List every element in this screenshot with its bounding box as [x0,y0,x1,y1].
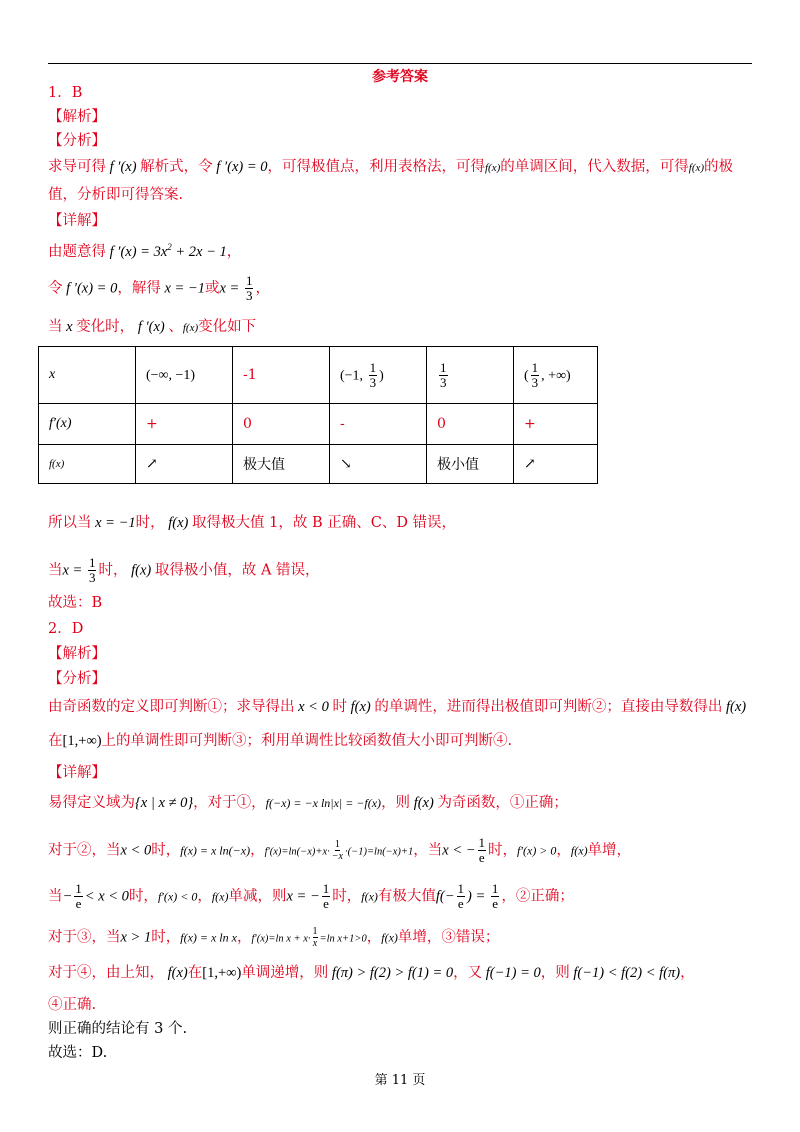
q1-detail-1: 由题意得 f $'(x) = 3x^2 + 2x - 1$， [48,242,242,260]
q2-detail-5: 对于④，由上知， f(x)在[1,+∞)单调递增，则 f(π) > f(2) > f(1) = 0，又 f(−1) = 0，则 f(−1) < f(2) < f(π)， [48,965,695,981]
q1-conclusion-2: 当x = $\frac{1}{3}$ 时， f(x) 取得极小值，故 A 错误， [48,555,320,585]
page-title: 参考答案 [372,69,428,85]
q1-analysis-line1: 求导可得 f ′(x) 解析式，令 f ′(x) = 0，可得极值点，利用表格法，可得f(x)的单调区间，代入数据，可得f(x)的极 [48,159,734,175]
monotonicity-table [38,346,598,484]
q1-conclusion-1: 所以当 x = −1时， f(x) 取得极大值 1，故 B 正确、C、D 错误， [48,515,457,531]
q2-xiangjie-label: 【详解】 [48,765,106,781]
table-cell: + [514,404,598,445]
q2-jiexi-label: 【解析】 [48,646,106,662]
table-cell: $\frac{1}{3}$ [427,347,514,404]
table-cell: (−∞, −1) [136,347,233,404]
q1-choice: 故选：B [48,595,103,611]
table-cell: 极大值 [233,445,330,484]
q2-detail-2: 对于②，当x < 0时，f(x) = x ln(−x)，f′(x)=ln(−x)+x· $\frac{1}{-x}$ ·(−1)=ln(−x)+1，当x < − $\frac{1}{e}$ 时，f′(x) > 0，f(x)单增， [48,835,632,865]
table-cell: + [136,404,233,445]
q2-answer: 2．D [48,621,84,637]
table-cell: ↗ [136,445,233,484]
q2-detail-4: 对于③，当x > 1时，f(x) = x ln x，f′(x)=ln x + x· $\frac{1}{x}$ =ln x+1>0，f(x)单增，③错误； [48,926,500,949]
q2-detail-3: 当− $\frac{1}{e}$ < x < 0时，f′(x) < 0，f(x)单减，则x = − $\frac{1}{e}$ 时，f(x)有极大值f(− $\frac{1}{e}$ ) = $\frac{1}{e}$ ，②正确； [48,881,574,911]
q2-detail-7: 则正确的结论有 3 个. [48,1021,188,1037]
table-cell: ↘ [330,445,427,484]
q2-analysis-line1: 由奇函数的定义即可判断①；求导得出 x < 0 时 f(x) 的单调性，进而得出极值即可判断②；直接由导数得出 f(x) [48,699,747,715]
q2-detail-6: ④正确. [48,997,97,1013]
table-cell: - [330,404,427,445]
table-row [39,347,598,404]
table-cell: f(x) [39,445,136,484]
table-cell: ( $\frac{1}{3}$ , +∞) [514,347,598,404]
table-cell: (−1, $\frac{1}{3}$ ) [330,347,427,404]
q2-choice: 故选：D. [48,1045,108,1061]
table-cell: 0 [427,404,514,445]
q2-fenxi-label: 【分析】 [48,671,106,687]
table-cell: f′(x) [39,404,136,445]
table-row [39,404,598,445]
q1-xiangjie-label: 【详解】 [48,213,106,229]
table-cell: 0 [233,404,330,445]
q2-analysis-line2: 在[1,+∞)上的单调性即可判断③；利用单调性比较函数值大小即可判断④. [48,733,513,749]
q1-detail-3: 当 x 变化时， f ′(x) 、f(x)变化如下 [48,319,257,335]
header-rule [48,63,752,64]
q2-detail-1: 易得定义域为{x | x ≠ 0}，对于①，f(−x) = −x ln|x| = −f(x)，则 f(x) 为奇函数，①正确； [48,795,568,811]
page-number: 第 11 页 [374,1073,426,1088]
table-cell: x [39,347,136,404]
q1-detail-2: 令 f ′(x) = 0，解得 x = −1或x = $\frac{1}{3}$ ， [48,273,270,303]
table-row [39,445,598,484]
table-cell: 极小值 [427,445,514,484]
q1-answer: 1．B [48,85,83,101]
q1-analysis-line2: 值，分析即可得答案. [48,187,184,203]
table-cell: -1 [233,347,330,404]
q1-jiexi-label: 【解析】 [48,109,106,125]
q1-fenxi-label: 【分析】 [48,133,106,149]
table-cell: ↗ [514,445,598,484]
